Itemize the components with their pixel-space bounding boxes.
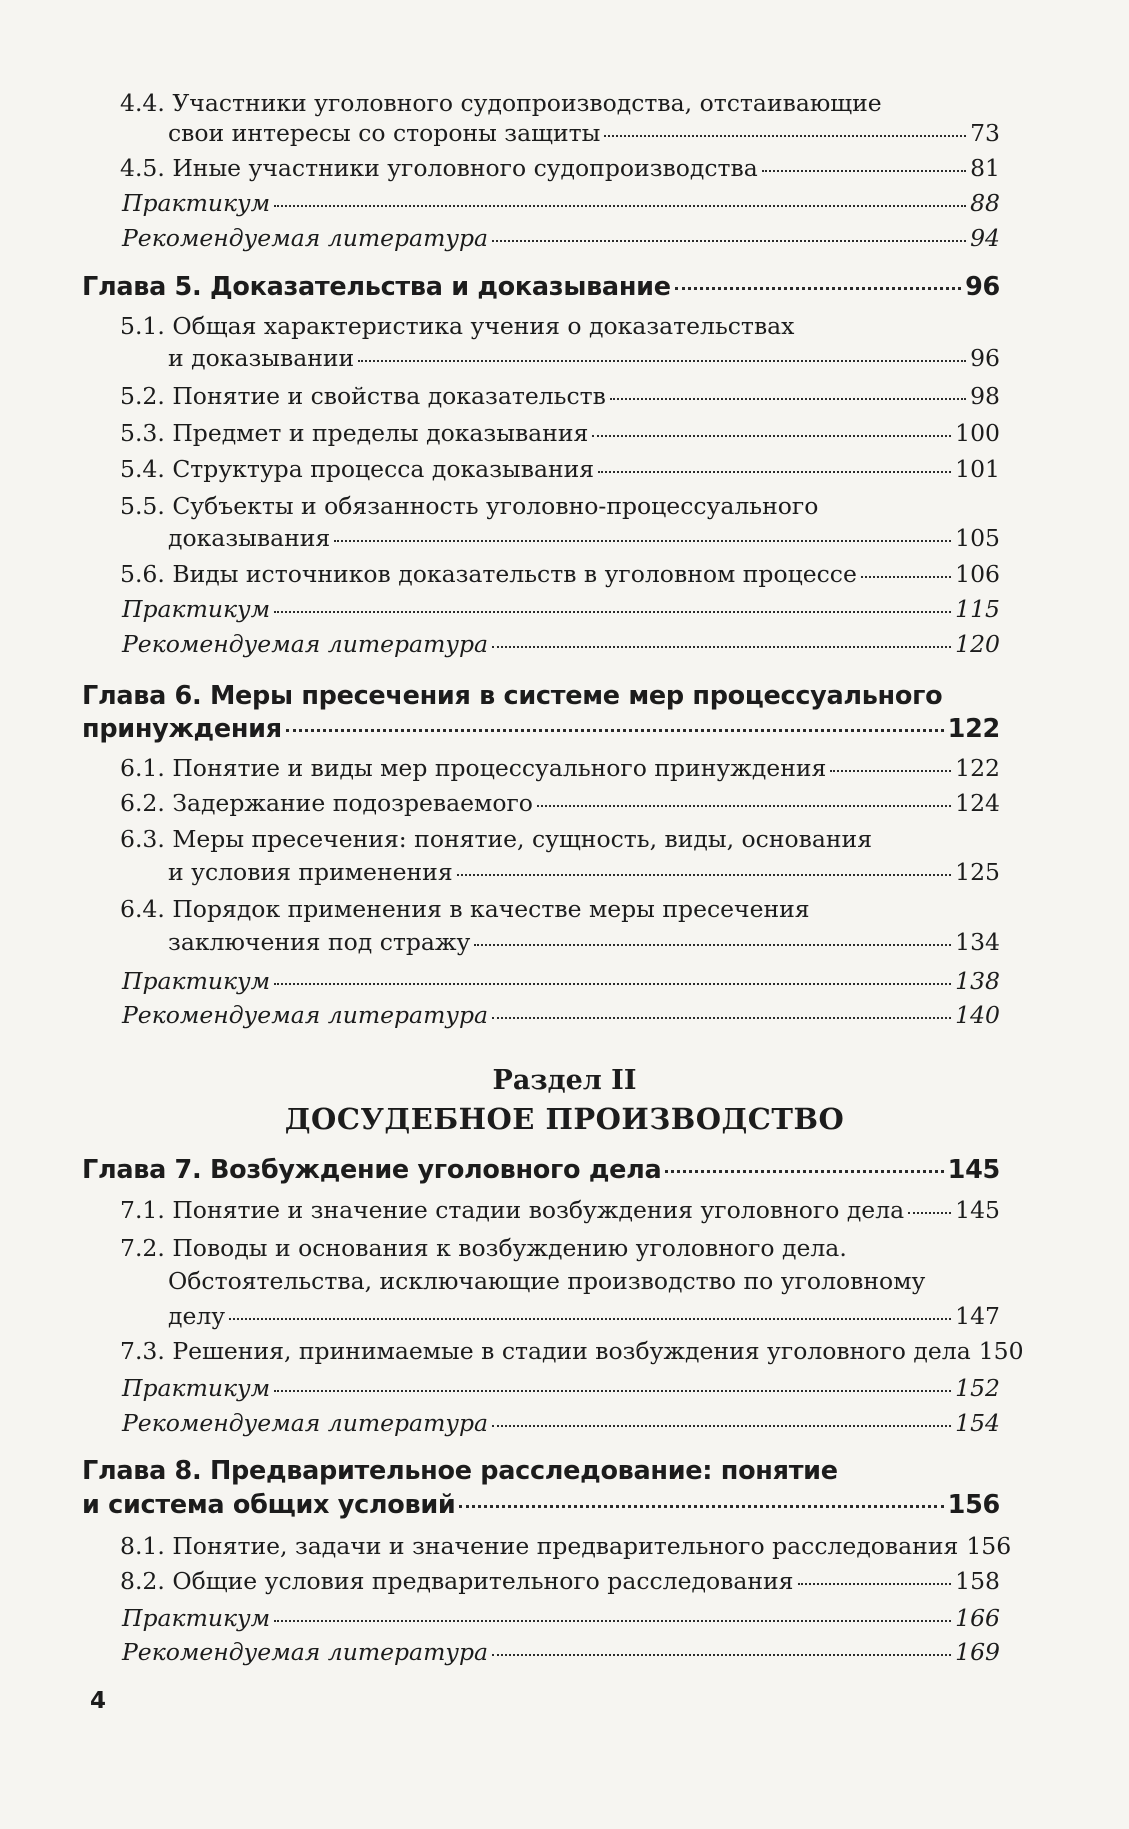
toc-chapter-heading: Глава 8. Предварительное расследование: понятие bbox=[82, 1456, 838, 1486]
section-title: ДОСУДЕБНОЕ ПРОИЗВОДСТВО bbox=[284, 1102, 845, 1136]
toc-entry-title: Рекомендуемая литература bbox=[122, 224, 489, 252]
dot-leader bbox=[274, 611, 951, 613]
toc-row[interactable] bbox=[120, 559, 1000, 589]
dot-leader bbox=[286, 729, 944, 732]
toc-entry-title: 7.3. Решения, принимаемые в стадии возбуждения уголовного дела bbox=[120, 1337, 971, 1365]
toc-row[interactable] bbox=[120, 381, 1000, 411]
toc-entry-title: Практикум bbox=[122, 1604, 271, 1632]
dot-leader bbox=[274, 983, 951, 985]
toc-row[interactable] bbox=[168, 118, 1000, 148]
section-label: Раздел II bbox=[492, 1065, 637, 1096]
toc-entry-title: Практикум bbox=[122, 189, 271, 217]
toc-chapter-title: Глава 5. Доказательства и доказывание bbox=[82, 272, 671, 302]
dot-leader bbox=[459, 1505, 943, 1508]
toc-row[interactable] bbox=[120, 1336, 1024, 1366]
toc-row[interactable] bbox=[122, 966, 1000, 996]
toc-page-number: 120 bbox=[955, 630, 1000, 658]
toc-row[interactable] bbox=[120, 153, 1000, 183]
toc-page-number: 166 bbox=[955, 1604, 1000, 1632]
dot-leader bbox=[492, 1425, 951, 1427]
toc-page-number: 105 bbox=[955, 524, 1000, 552]
toc-entry-text: Обстоятельства, исключающие производство по уголовному bbox=[168, 1267, 926, 1295]
toc-entry-title: 5.2. Понятие и свойства доказательств bbox=[120, 382, 606, 410]
dot-leader bbox=[274, 1620, 951, 1622]
toc-row[interactable] bbox=[168, 927, 1000, 957]
toc-page-number: 145 bbox=[955, 1196, 1000, 1224]
toc-entry-text: 5.5. Субъекты и обязанность уголовно-процессуального bbox=[120, 492, 819, 520]
toc-page-number: 106 bbox=[955, 560, 1000, 588]
dot-leader bbox=[610, 398, 966, 400]
toc-page-number: 147 bbox=[955, 1302, 1000, 1330]
toc-page-number: 73 bbox=[970, 119, 1000, 147]
dot-leader bbox=[604, 135, 966, 137]
toc-row[interactable] bbox=[168, 857, 1000, 887]
toc-chapter-title: и система общих условий bbox=[82, 1490, 456, 1520]
toc-entry-text: 6.3. Меры пресечения: понятие, сущность, виды, основания bbox=[120, 825, 873, 853]
toc-entry-title: Практикум bbox=[122, 1374, 271, 1402]
toc-row[interactable] bbox=[120, 788, 1000, 818]
toc-row[interactable] bbox=[122, 1408, 1000, 1438]
toc-page-number: 145 bbox=[947, 1155, 1000, 1185]
toc-page-number: 154 bbox=[955, 1409, 1000, 1437]
toc-entry-title: 6.1. Понятие и виды мер процессуального принуждения bbox=[120, 754, 827, 782]
toc-page-number: 169 bbox=[955, 1638, 1000, 1666]
toc-entry-title: 8.2. Общие условия предварительного расследования bbox=[120, 1567, 794, 1595]
toc-page-number: 122 bbox=[947, 714, 1000, 744]
dot-leader bbox=[762, 170, 966, 172]
toc-row[interactable] bbox=[168, 1301, 1000, 1331]
toc-page-number: 152 bbox=[955, 1374, 1000, 1402]
dot-leader bbox=[474, 944, 951, 946]
dot-leader bbox=[537, 805, 951, 807]
toc-entry-title: Практикум bbox=[122, 967, 271, 995]
toc-entry-title: 7.1. Понятие и значение стадии возбуждения уголовного дела bbox=[120, 1196, 905, 1224]
dot-leader bbox=[229, 1318, 951, 1320]
toc-entry-title: Рекомендуемая литература bbox=[122, 1638, 489, 1666]
toc-entry-text: 7.2. Поводы и основания к возбуждению уголовного дела. bbox=[120, 1234, 847, 1262]
toc-page-number: 122 bbox=[955, 754, 1000, 782]
toc-row[interactable] bbox=[122, 1637, 1000, 1667]
toc-row[interactable] bbox=[120, 1195, 1000, 1225]
dot-leader bbox=[274, 205, 966, 207]
dot-leader bbox=[598, 471, 951, 473]
toc-entry-title: свои интересы со стороны защиты bbox=[168, 119, 601, 147]
toc-chapter-row[interactable] bbox=[82, 1155, 1000, 1185]
dot-leader bbox=[492, 1017, 951, 1019]
toc-entry-title: Рекомендуемая литература bbox=[122, 630, 489, 658]
toc-page-number: 96 bbox=[970, 344, 1000, 372]
toc-page-number: 94 bbox=[970, 224, 1000, 252]
toc-entry-title: доказывания bbox=[168, 524, 331, 552]
toc-entry-title: 4.5. Иные участники уголовного судопроизводства bbox=[120, 154, 758, 182]
page-number: 4 bbox=[90, 1688, 107, 1714]
toc-page-number: 101 bbox=[955, 455, 1000, 483]
toc-row[interactable] bbox=[168, 343, 1000, 373]
dot-leader bbox=[492, 1654, 951, 1656]
toc-chapter-title: принуждения bbox=[82, 714, 282, 744]
toc-page-number: 158 bbox=[955, 1567, 1000, 1595]
toc-entry-text: 5.1. Общая характеристика учения о доказательствах bbox=[120, 312, 795, 340]
toc-page-number: 98 bbox=[970, 382, 1000, 410]
toc-entry-title: Практикум bbox=[122, 595, 271, 623]
toc-row[interactable] bbox=[120, 753, 1000, 783]
dot-leader bbox=[457, 874, 951, 876]
toc-page-number: 88 bbox=[970, 189, 1000, 217]
dot-leader bbox=[675, 287, 961, 290]
dot-leader bbox=[274, 1390, 951, 1392]
dot-leader bbox=[665, 1170, 943, 1173]
dot-leader bbox=[830, 770, 951, 772]
toc-chapter-heading: Глава 6. Меры пресечения в системе мер процессуального bbox=[82, 681, 943, 711]
toc-entry-title: 5.3. Предмет и пределы доказывания bbox=[120, 419, 589, 447]
toc-row[interactable] bbox=[168, 523, 1000, 553]
toc-entry-title: 5.6. Виды источников доказательств в уголовном процессе bbox=[120, 560, 857, 588]
dot-leader bbox=[908, 1212, 951, 1214]
dot-leader bbox=[334, 540, 951, 542]
toc-row[interactable] bbox=[122, 1603, 1000, 1633]
toc-row[interactable] bbox=[122, 1000, 1000, 1030]
dot-leader bbox=[592, 435, 951, 437]
toc-entry-title: и условия применения bbox=[168, 858, 453, 886]
toc-page-number: 156 bbox=[966, 1532, 1012, 1560]
toc-entry-title: 6.2. Задержание подозреваемого bbox=[120, 789, 533, 817]
toc-entry-title: заключения под стражу bbox=[168, 928, 471, 956]
toc-entry-title: 8.1. Понятие, задачи и значение предварительного расследования bbox=[120, 1532, 959, 1560]
toc-chapter-row[interactable] bbox=[82, 714, 1000, 744]
dot-leader bbox=[358, 360, 966, 362]
toc-page-number: 125 bbox=[955, 858, 1000, 886]
toc-row[interactable] bbox=[120, 1566, 1000, 1596]
toc-chapter-row[interactable] bbox=[82, 1490, 1000, 1520]
toc-page-number: 150 bbox=[978, 1337, 1024, 1365]
dot-leader bbox=[492, 240, 966, 242]
toc-row[interactable] bbox=[120, 454, 1000, 484]
toc-page-number: 100 bbox=[955, 419, 1000, 447]
toc-page-number: 81 bbox=[970, 154, 1000, 182]
toc-entry-title: Рекомендуемая литература bbox=[122, 1001, 489, 1029]
toc-entry-text: 6.4. Порядок применения в качестве меры пресечения bbox=[120, 895, 810, 923]
toc-page-number: 134 bbox=[955, 928, 1000, 956]
toc-row[interactable] bbox=[122, 594, 1000, 624]
toc-page-number: 156 bbox=[947, 1490, 1000, 1520]
toc-chapter-row[interactable] bbox=[82, 272, 1000, 302]
toc-entry-text: 4.4. Участники уголовного судопроизводства, отстаивающие bbox=[120, 89, 882, 117]
toc-page-number: 96 bbox=[965, 272, 1000, 302]
toc-page-number: 140 bbox=[955, 1001, 1000, 1029]
dot-leader bbox=[798, 1583, 952, 1585]
toc-row[interactable] bbox=[122, 188, 1000, 218]
dot-leader bbox=[861, 576, 951, 578]
toc-row[interactable] bbox=[122, 223, 1000, 253]
toc-row[interactable] bbox=[120, 1531, 1012, 1561]
toc-page-number: 115 bbox=[955, 595, 1000, 623]
toc-row[interactable] bbox=[122, 629, 1000, 659]
toc-page-number: 124 bbox=[955, 789, 1000, 817]
dot-leader bbox=[492, 646, 951, 648]
toc-row[interactable] bbox=[122, 1373, 1000, 1403]
toc-entry-title: Рекомендуемая литература bbox=[122, 1409, 489, 1437]
toc-entry-title: и доказывании bbox=[168, 344, 355, 372]
toc-chapter-title: Глава 7. Возбуждение уголовного дела bbox=[82, 1155, 662, 1185]
toc-entry-title: делу bbox=[168, 1302, 226, 1330]
toc-page-number: 138 bbox=[955, 967, 1000, 995]
toc-row[interactable] bbox=[120, 418, 1000, 448]
toc-entry-title: 5.4. Структура процесса доказывания bbox=[120, 455, 595, 483]
